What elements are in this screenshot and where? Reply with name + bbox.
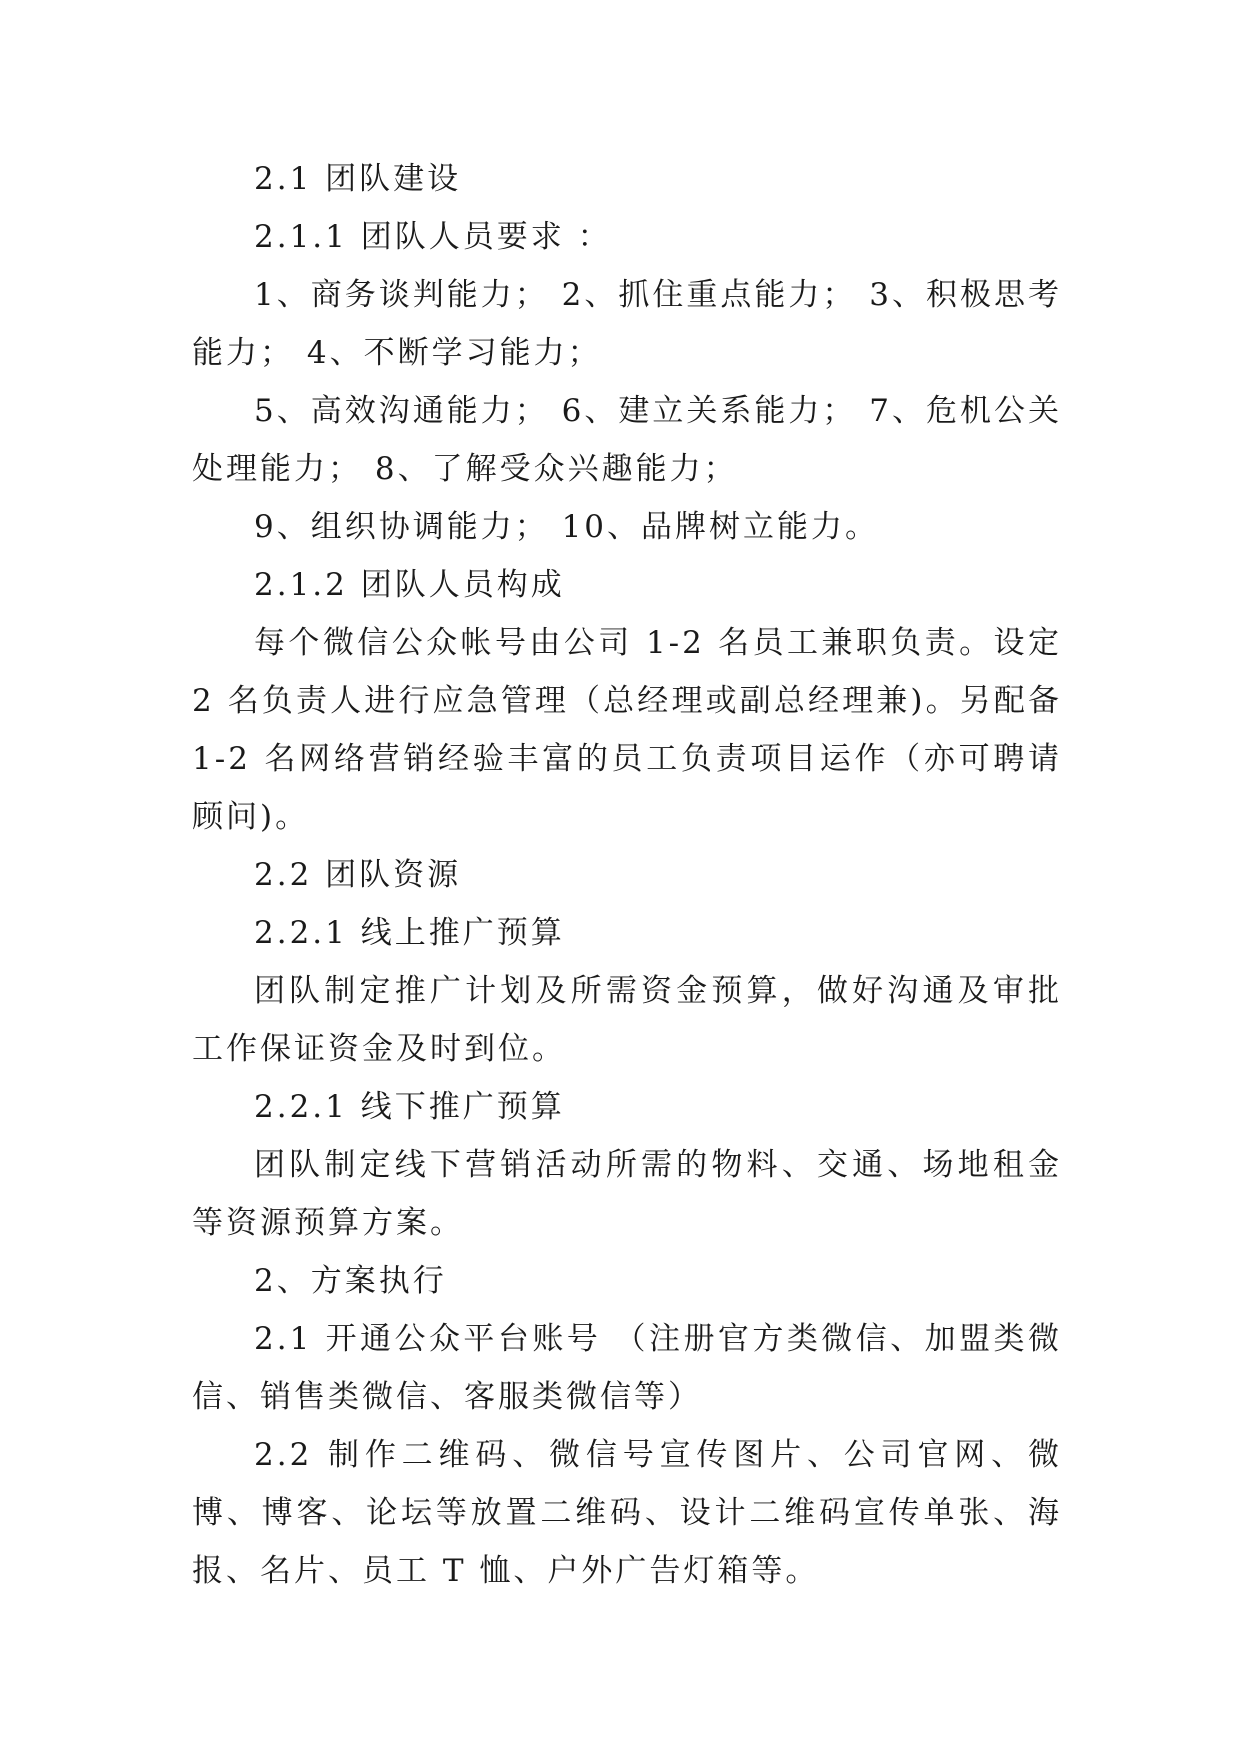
heading-plan-execution: 2、方案执行 xyxy=(254,1263,447,1299)
paragraph-offline-budget: 团队制定线下营销活动所需的物料、交通、场地租金等资源预算方案。 xyxy=(192,1147,1062,1241)
heading-2-2: 2.2 团队资源 xyxy=(254,857,462,893)
paragraph-abilities-3: 9、组织协调能力； 10、品牌树立能力。 xyxy=(254,509,880,545)
paragraph-qr-materials: 2.2 制作二维码、微信号宣传图片、公司官网、微博、博客、论坛等放置二维码、设计二维码宣传单张、海报、名片、员工 T 恤、户外广告灯箱等。 xyxy=(192,1437,1062,1589)
paragraph-team-composition: 每个微信公众帐号由公司 1-2 名员工兼职负责。设定 2 名负责人进行应急管理（总经理或副总经理兼)。另配备 1-2 名网络营销经验丰富的员工负责项目运作（亦可聘请顾问)。 xyxy=(192,625,1062,835)
paragraph-online-budget: 团队制定推广计划及所需资金预算，做好沟通及审批工作保证资金及时到位。 xyxy=(192,973,1062,1067)
paragraph-open-accounts: 2.1 开通公众平台账号 （注册官方类微信、加盟类微信、销售类微信、客服类微信等） xyxy=(192,1321,1062,1415)
document-body xyxy=(192,150,1062,1600)
paragraph-abilities-2: 5、高效沟通能力； 6、建立关系能力； 7、危机公关处理能力； 8、了解受众兴趣能力； xyxy=(192,393,1062,487)
heading-2-1: 2.1 团队建设 xyxy=(254,161,462,197)
heading-2-1-2: 2.1.2 团队人员构成 xyxy=(254,567,565,603)
paragraph-abilities-1: 1、商务谈判能力； 2、抓住重点能力； 3、积极思考能力； 4、不断学习能力； xyxy=(192,277,1062,371)
heading-2-2-1-online: 2.2.1 线上推广预算 xyxy=(254,915,565,951)
heading-2-2-1-offline: 2.2.1 线下推广预算 xyxy=(254,1089,565,1125)
heading-2-1-1: 2.1.1 团队人员要求 ： xyxy=(254,219,612,255)
